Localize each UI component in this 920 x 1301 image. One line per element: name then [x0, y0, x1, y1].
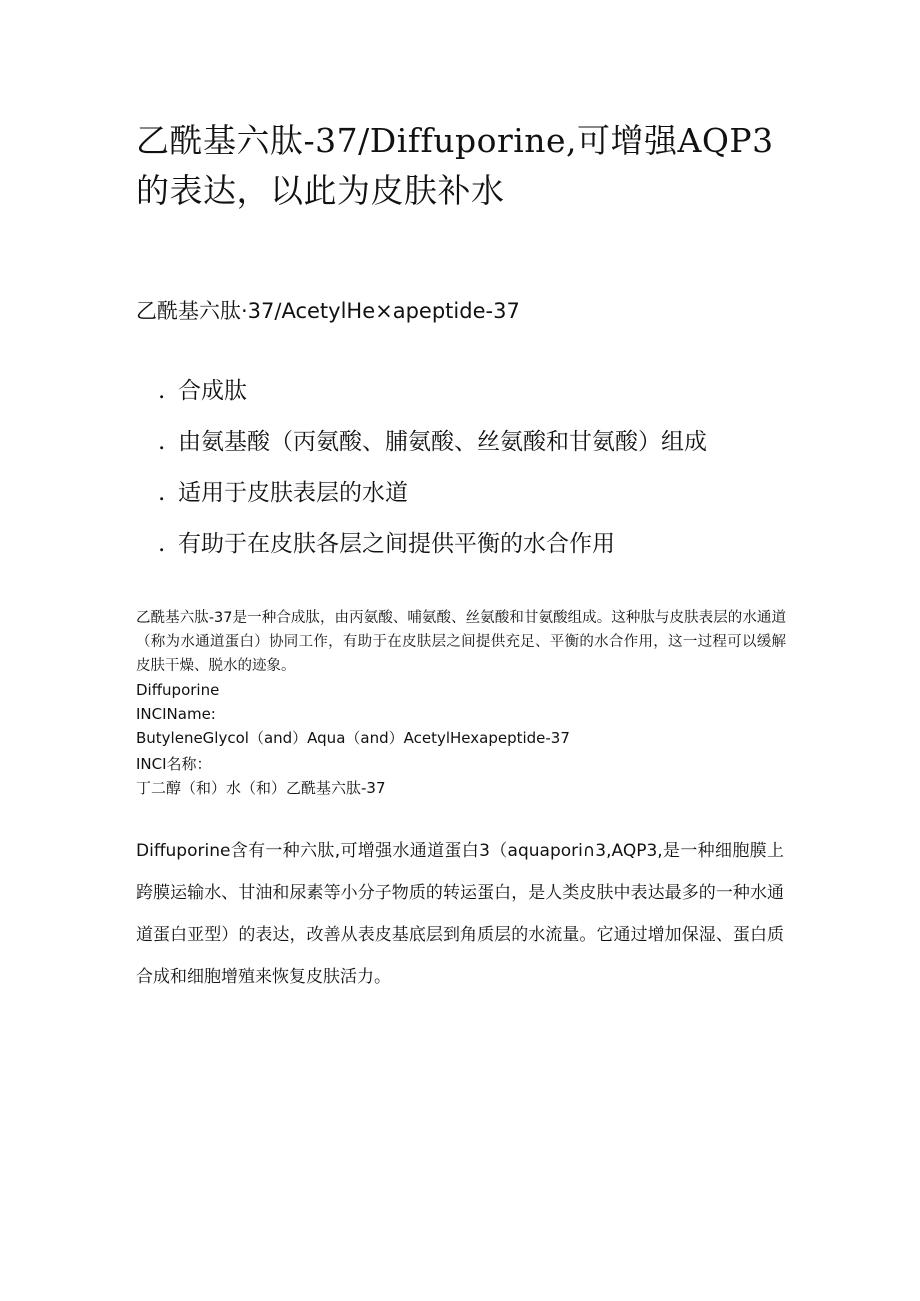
body-paragraph: Diffuporine含有一种六肽,可增强水通道蛋白3（aquapori∩3,AQP3,是一种细胞膜上跨膜运输水、甘油和尿素等小分子物质的转运蛋白，是人类皮肤中表达最多的一种水通道蛋白亚型）的表达，改善从表皮基底层到角质层的水流量。它通过增加保湿、蛋白质合成和细胞增殖来恢复皮肤活力。	[136, 841, 784, 987]
document-title: 乙酰基六肽-37/Diffuporine,可增强AQP3的表达，以此为皮肤补水	[136, 121, 774, 210]
bullet-marker: .	[158, 480, 166, 506]
list-item	[158, 366, 858, 417]
description-paragraph: 乙酰基六肽-37是一种合成肽，由丙氨酸、哺氨酸、丝氨酸和甘氨酸组成。这种肽与皮肤表层的水通道（称为水通道蛋白）协同工作，有助于在皮肤层之间提供充足、平衡的水合作用，这一过程可以缓解皮肤干燥、脱水的迹象。	[136, 610, 786, 674]
list-item	[158, 468, 858, 519]
ingredient-info-block	[136, 606, 786, 800]
list-item-text: 由氨基酸（丙氨酸、脯氨酸、丝氨酸和甘氨酸）组成	[178, 429, 707, 455]
bullet-marker: .	[158, 429, 166, 455]
product-name: Diffuporine	[136, 681, 220, 699]
list-item	[158, 519, 858, 570]
list-item-text: 合成肽	[178, 378, 247, 404]
inci-value-cn: 丁二醇（和）水（和）乙酰基六肽-37	[136, 779, 386, 797]
inci-value-en: ButyleneGlycol（and）Aqua（and）AcetylHexapeptide-37	[136, 729, 570, 747]
inci-label-en: INCIName:	[136, 705, 216, 723]
feature-list	[158, 366, 858, 570]
list-item	[158, 417, 858, 468]
ingredient-subtitle: 乙酰基六肽·37∕AcetylHe×apeptide-37	[136, 299, 520, 323]
list-item-text: 适用于皮肤表层的水道	[178, 480, 408, 506]
list-item-text: 有助于在皮肤各层之间提供平衡的水合作用	[178, 531, 615, 557]
inci-label-cn: INCI名称：	[136, 755, 212, 773]
bullet-marker: .	[158, 378, 166, 404]
bullet-marker: .	[158, 531, 166, 557]
